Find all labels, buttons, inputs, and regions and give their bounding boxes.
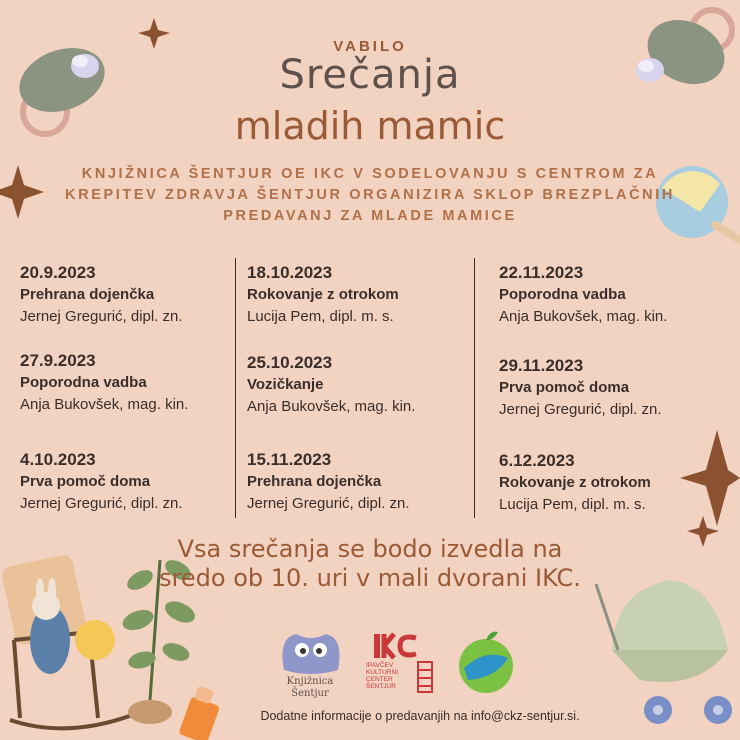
ikc-logo-text: [366, 662, 416, 690]
page-title-line1: Srečanja: [279, 52, 461, 98]
event-date: 22.11.2023: [499, 263, 584, 282]
sparkle-icon: [680, 430, 740, 526]
library-logo-text: [270, 676, 350, 700]
schedule-note: Vsa srečanja se bodo izvedla na sredo ob 10. uri v mali dvorani IKC.: [159, 535, 581, 592]
event-topic: Rokovanje z otrokom: [247, 286, 399, 303]
event-date: 4.10.2023: [20, 450, 96, 469]
event-speaker: Anja Bukovšek, mag. kin.: [247, 398, 416, 415]
event-item: [247, 449, 410, 515]
library-owl-logo: [276, 628, 346, 678]
footer-contact: Dodatne informacije o predavanjih na info@ckz-sentjur.si.: [260, 709, 580, 723]
event-date: 27.9.2023: [20, 351, 96, 370]
event-topic: Poporodna vadba: [20, 374, 147, 391]
event-topic: Vozičkanje: [247, 376, 324, 393]
event-speaker: Jernej Gregurić, dipl. zn.: [20, 495, 183, 512]
event-item: [20, 350, 188, 416]
ikc-line3: CENTER: [366, 676, 393, 683]
event-speaker: Anja Bukovšek, mag. kin.: [20, 396, 189, 413]
ikc-line4: ŠENTJUR: [366, 683, 396, 690]
rocking-chair-icon: [0, 553, 140, 728]
event-item: [247, 262, 399, 328]
event-date: 15.11.2023: [247, 450, 332, 469]
event-topic: Poporodna vadba: [499, 286, 626, 303]
event-topic: Prva pomoč doma: [499, 379, 630, 396]
event-item: [499, 450, 651, 516]
event-speaker: Anja Bukovšek, mag. kin.: [499, 308, 668, 325]
event-item: [247, 352, 415, 418]
ckz-apple-logo: [456, 628, 516, 694]
column-divider: [474, 258, 475, 518]
event-item: [499, 355, 662, 421]
sparkle-icon: [687, 516, 719, 547]
kicker-label: VABILO: [333, 38, 407, 55]
column-divider: [235, 258, 236, 518]
event-date: 25.10.2023: [247, 353, 333, 372]
event-topic: Prehrana dojenčka: [247, 473, 382, 490]
event-speaker: Lucija Pem, dipl. m. s.: [499, 496, 646, 513]
sparkle-icon: [0, 165, 44, 219]
event-topic: Rokovanje z otrokom: [499, 474, 651, 491]
event-speaker: Jernej Gregurić, dipl. zn.: [20, 308, 183, 325]
event-item: [20, 262, 183, 328]
page-title-line2: mladih mamic: [234, 104, 506, 148]
library-name-line1: Knjižnica: [286, 676, 334, 687]
library-name-line2: Šentjur: [291, 688, 329, 699]
event-date: 20.9.2023: [20, 263, 96, 282]
event-item: [499, 262, 667, 328]
intro-text: KNJIŽNICA ŠENTJUR OE IKC V SODELOVANJU S CENTROM ZA KREPITEV ZDRAVJA ŠENTJUR ORGANIZIRA SKLOP BREZPLAČNIH PREDAVANJ ZA MLADE MAMICE: [65, 166, 675, 224]
event-item: [20, 449, 183, 515]
stroller-icon: [596, 580, 732, 724]
event-date: 18.10.2023: [247, 263, 333, 282]
event-date: 29.11.2023: [499, 356, 584, 375]
event-topic: Prva pomoč doma: [20, 473, 151, 490]
ikc-line2: KULTURNI: [366, 669, 399, 676]
event-speaker: Lucija Pem, dipl. m. s.: [247, 308, 394, 325]
ikc-line1: IPAVČEV: [366, 662, 394, 669]
event-speaker: Jernej Gregurić, dipl. zn.: [247, 495, 410, 512]
event-topic: Prehrana dojenčka: [20, 286, 155, 303]
event-speaker: Jernej Gregurić, dipl. zn.: [499, 401, 662, 418]
event-date: 6.12.2023: [499, 451, 575, 470]
